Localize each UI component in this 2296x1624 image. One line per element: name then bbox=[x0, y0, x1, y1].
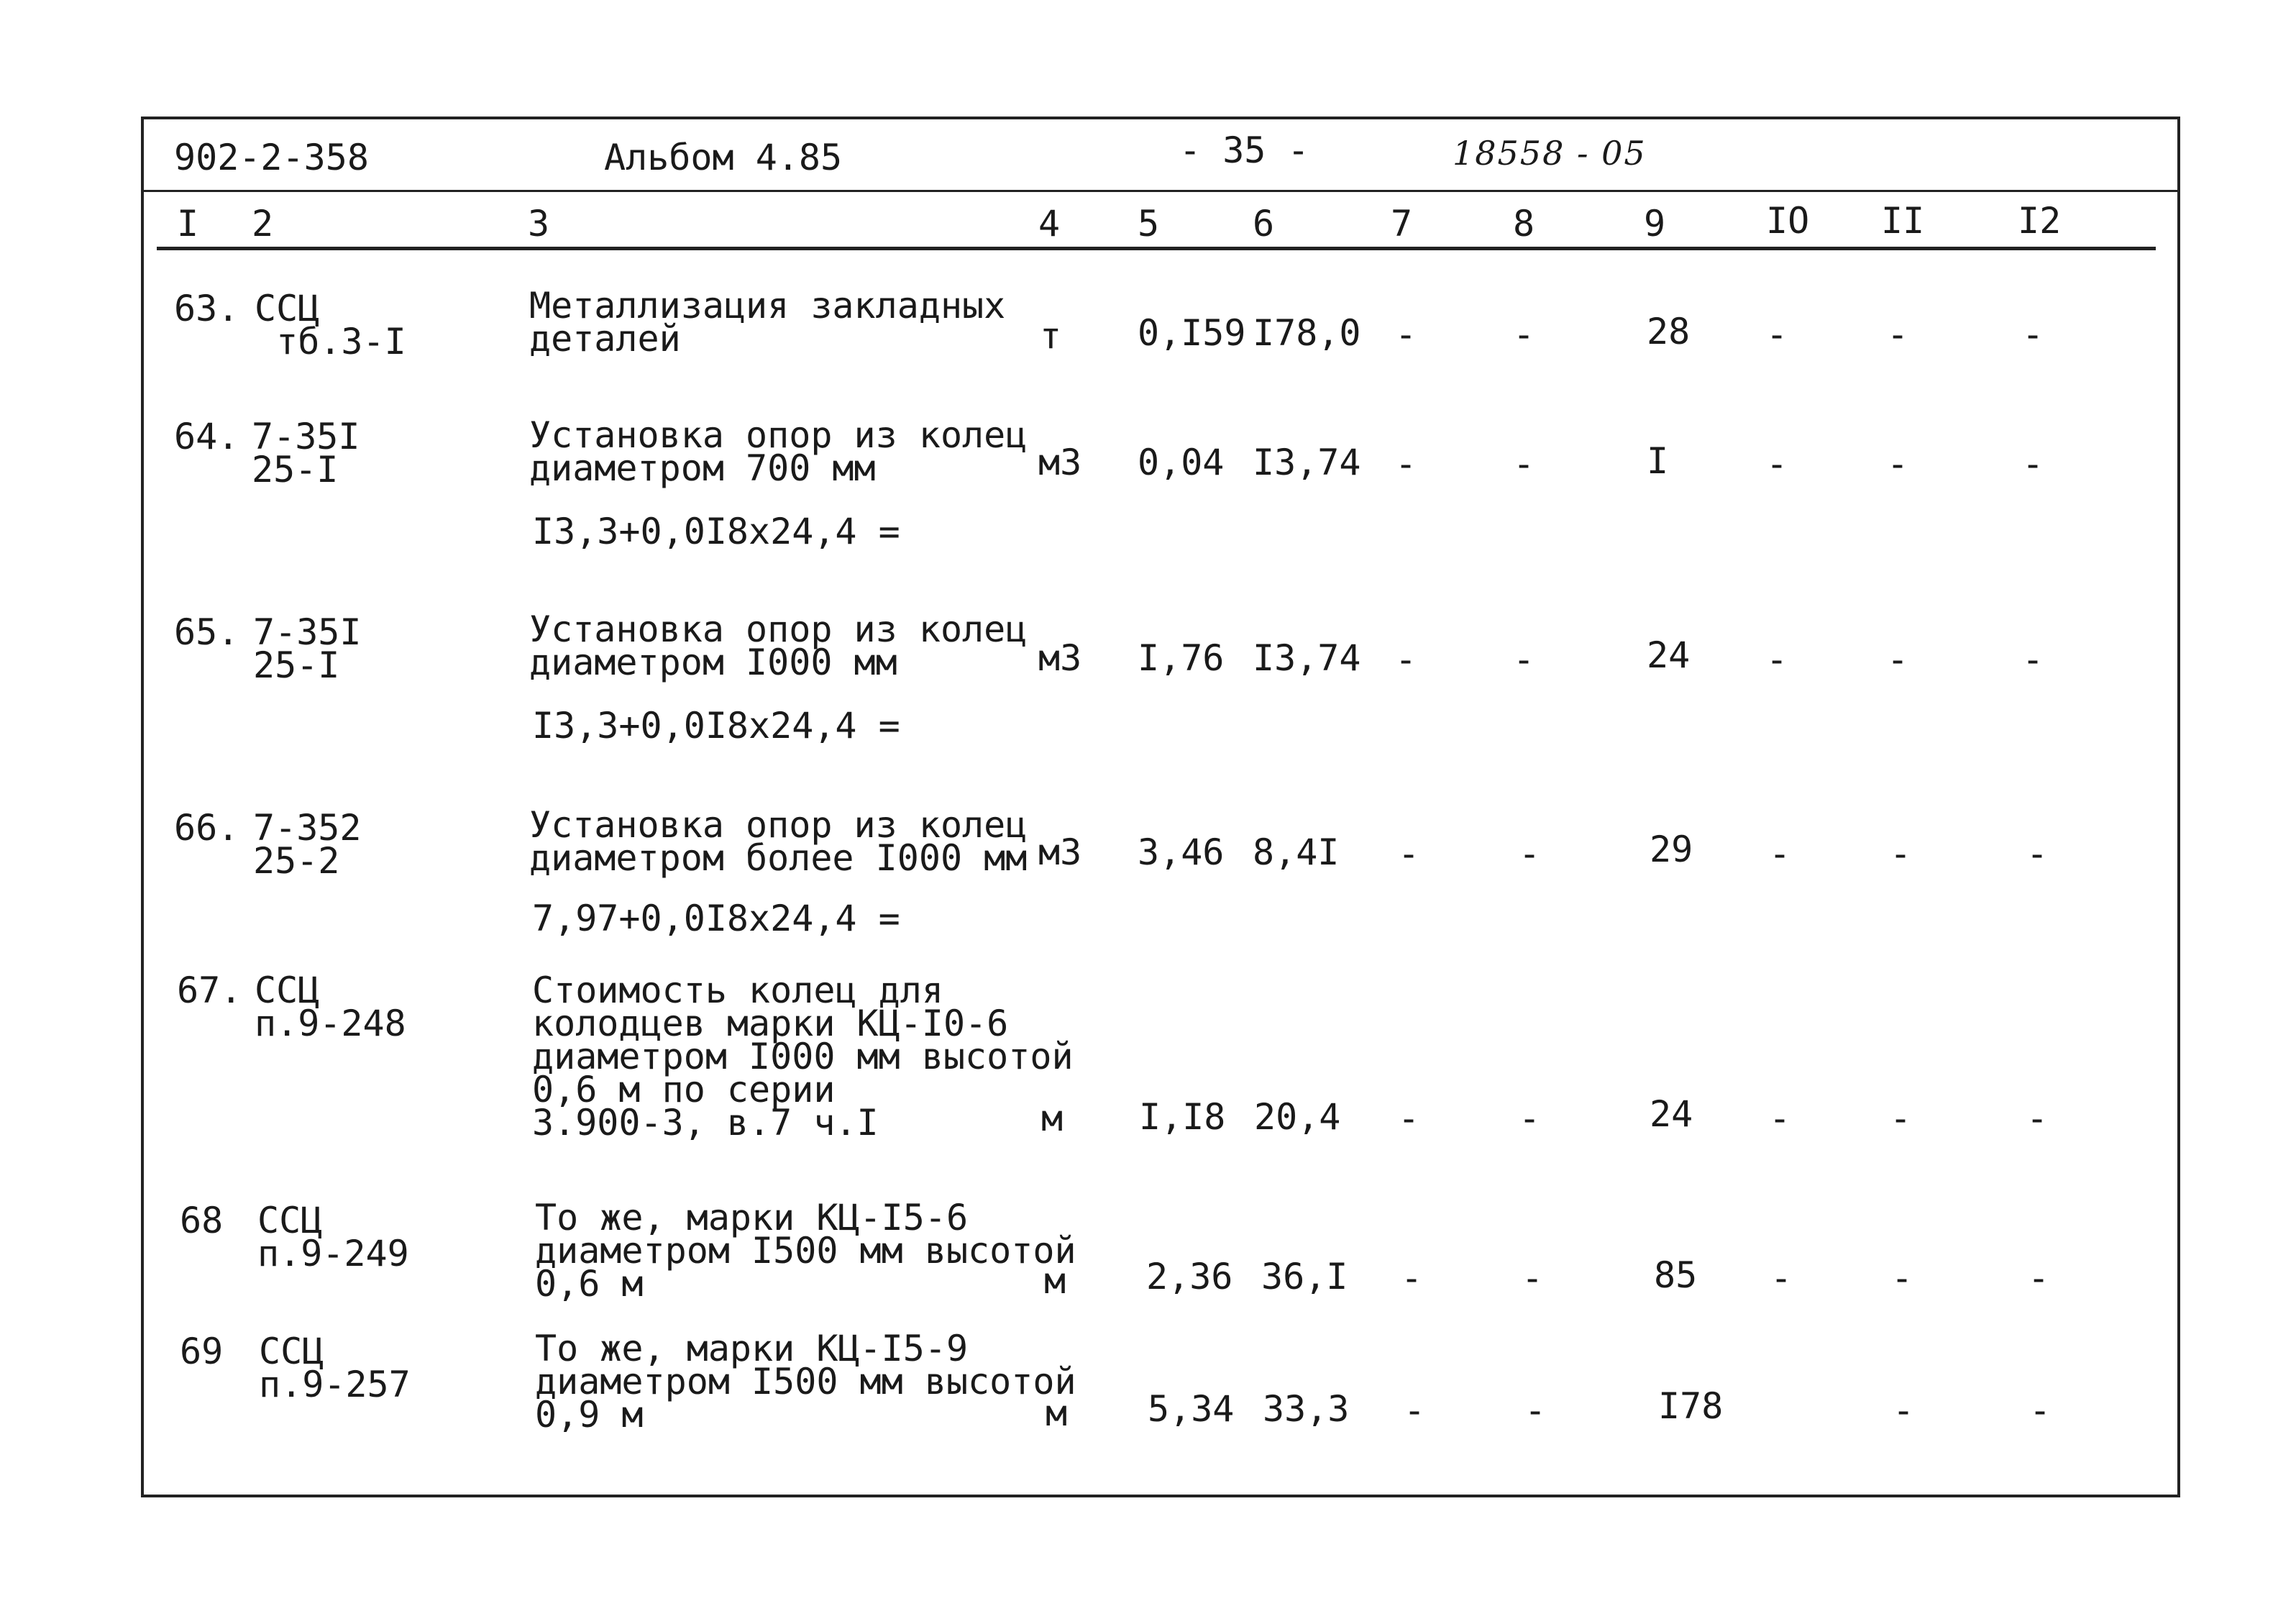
col-header-12: I2 bbox=[2018, 200, 2062, 242]
row-63-col5: 0,I59 bbox=[1138, 312, 1246, 354]
frame-top bbox=[141, 117, 2180, 119]
row-63-col6: I78,0 bbox=[1253, 312, 1361, 354]
col-header-7: 7 bbox=[1391, 203, 1413, 245]
row-67-col12: - bbox=[2026, 1098, 2049, 1139]
row-67-col7: - bbox=[1398, 1098, 1420, 1139]
row-68-col6: 36,I bbox=[1261, 1256, 1348, 1297]
row-68-col9: 85 bbox=[1654, 1254, 1698, 1296]
row-65-col5: I,76 bbox=[1138, 637, 1225, 679]
row-67-col9: 24 bbox=[1650, 1093, 1693, 1135]
row-64-formula: I3,3+0,0I8x24,4 = bbox=[532, 511, 900, 552]
row-65-col7: - bbox=[1395, 639, 1417, 680]
row-67-unit: м bbox=[1041, 1098, 1064, 1139]
row-64-number: 64. bbox=[174, 416, 239, 457]
row-64-code: 7-35I 25-I bbox=[252, 416, 360, 491]
row-69-number: 69 bbox=[180, 1331, 224, 1372]
row-67-col8: - bbox=[1519, 1098, 1541, 1139]
row-66-description: Установка опор из колец диаметром более I000 мм bbox=[529, 804, 1028, 879]
col-header-8: 8 bbox=[1513, 203, 1535, 245]
row-67-col10: - bbox=[1769, 1098, 1791, 1139]
row-68-col10: - bbox=[1770, 1257, 1793, 1299]
row-68-number: 68 bbox=[180, 1200, 224, 1241]
row-67-description: Стоимость колец для колодцев марки КЦ-I0-6 диаметром I000 мм высотой 0,6 м по серии 3.900-3, в.7 ч.I bbox=[532, 970, 1074, 1144]
row-64-col5: 0,04 bbox=[1138, 442, 1225, 483]
row-63-unit: т bbox=[1040, 315, 1062, 357]
row-65-col6: I3,74 bbox=[1253, 637, 1361, 679]
col-header-4: 4 bbox=[1038, 203, 1061, 245]
row-66-code: 7-352 25-2 bbox=[253, 807, 362, 882]
col-header-10: IO bbox=[1766, 200, 1810, 242]
row-65-formula: I3,3+0,0I8x24,4 = bbox=[532, 705, 900, 747]
row-69-code: ССЦ п.9-257 bbox=[259, 1331, 411, 1405]
row-66-col7: - bbox=[1398, 833, 1420, 875]
frame-right bbox=[2177, 117, 2180, 1497]
row-64-col10: - bbox=[1766, 443, 1788, 485]
row-69-col12: - bbox=[2029, 1390, 2052, 1431]
row-66-number: 66. bbox=[174, 807, 239, 849]
header-divider bbox=[141, 190, 2180, 192]
col-header-6: 6 bbox=[1253, 203, 1275, 245]
row-63-col12: - bbox=[2022, 314, 2044, 355]
col-header-9: 9 bbox=[1644, 203, 1666, 245]
row-68-col7: - bbox=[1401, 1257, 1423, 1299]
row-66-col9: 29 bbox=[1650, 829, 1693, 870]
row-66-formula: 7,97+0,0I8x24,4 = bbox=[532, 898, 900, 939]
row-69-description: То же, марки КЦ-I5-9 диаметром I500 мм высотой 0,9 м bbox=[535, 1328, 1076, 1436]
row-68-col11: - bbox=[1891, 1257, 1913, 1299]
row-63-col10: - bbox=[1766, 314, 1788, 355]
row-64-unit: м3 bbox=[1038, 442, 1082, 483]
row-63-col9: 28 bbox=[1647, 311, 1691, 352]
row-66-unit: м3 bbox=[1038, 831, 1082, 873]
row-66-col6: 8,4I bbox=[1253, 831, 1340, 873]
row-69-col8: - bbox=[1524, 1390, 1547, 1431]
doc-code: 902-2-358 bbox=[174, 137, 369, 178]
frame-left bbox=[141, 117, 144, 1497]
column-header-divider bbox=[157, 247, 2156, 250]
row-64-description: Установка опор из колец диаметром 700 мм bbox=[529, 414, 1028, 489]
col-header-3: 3 bbox=[528, 203, 550, 245]
row-65-code: 7-35I 25-I bbox=[253, 611, 362, 686]
row-64-col7: - bbox=[1395, 443, 1417, 485]
row-67-col11: - bbox=[1890, 1098, 1912, 1139]
row-65-col11: - bbox=[1887, 639, 1909, 680]
row-69-col5: 5,34 bbox=[1148, 1388, 1235, 1430]
row-66-col11: - bbox=[1890, 833, 1912, 875]
row-66-col10: - bbox=[1769, 833, 1791, 875]
row-64-col9: I bbox=[1647, 440, 1669, 482]
row-64-col8: - bbox=[1513, 443, 1535, 485]
row-63-number: 63. bbox=[174, 288, 239, 329]
row-66-col5: 3,46 bbox=[1138, 831, 1225, 873]
col-header-5: 5 bbox=[1138, 203, 1160, 245]
row-69-col6: 33,3 bbox=[1263, 1388, 1350, 1430]
col-header-1: I bbox=[177, 203, 199, 245]
row-67-code: ССЦ п.9-248 bbox=[255, 970, 406, 1044]
row-69-col7: - bbox=[1404, 1390, 1426, 1431]
row-68-unit: м bbox=[1044, 1260, 1066, 1302]
row-65-col8: - bbox=[1513, 639, 1535, 680]
handwritten-number: 18558 - 05 bbox=[1453, 134, 1647, 173]
row-69-col11: - bbox=[1893, 1390, 1915, 1431]
row-64-col11: - bbox=[1887, 443, 1909, 485]
row-64-col6: I3,74 bbox=[1253, 442, 1361, 483]
row-63-col11: - bbox=[1887, 314, 1909, 355]
row-64-col12: - bbox=[2022, 443, 2044, 485]
row-65-description: Установка опор из колец диаметром I000 мм bbox=[529, 608, 1028, 683]
row-66-col8: - bbox=[1519, 833, 1541, 875]
col-header-11: II bbox=[1881, 200, 1925, 242]
row-67-number: 67. bbox=[177, 970, 242, 1011]
row-66-col12: - bbox=[2026, 833, 2049, 875]
row-63-col7: - bbox=[1395, 314, 1417, 355]
row-67-col6: 20,4 bbox=[1254, 1096, 1341, 1138]
row-68-col12: - bbox=[2028, 1257, 2050, 1299]
page-number: - 35 - bbox=[1179, 129, 1309, 171]
row-65-col12: - bbox=[2022, 639, 2044, 680]
row-63-col8: - bbox=[1513, 314, 1535, 355]
row-68-col5: 2,36 bbox=[1146, 1256, 1233, 1297]
col-header-2: 2 bbox=[252, 203, 274, 245]
row-68-col8: - bbox=[1522, 1257, 1544, 1299]
row-63-code: ССЦ тб.3-I bbox=[255, 288, 406, 362]
frame-bottom bbox=[141, 1495, 2180, 1497]
row-65-col9: 24 bbox=[1647, 634, 1691, 676]
row-68-description: То же, марки КЦ-I5-6 диаметром I500 мм высотой 0,6 м bbox=[535, 1197, 1076, 1305]
row-67-col5: I,I8 bbox=[1139, 1096, 1226, 1138]
row-65-col10: - bbox=[1766, 639, 1788, 680]
row-65-number: 65. bbox=[174, 611, 239, 653]
row-63-description: Металлизация закладных деталей bbox=[529, 285, 1006, 360]
row-69-col9: I78 bbox=[1658, 1385, 1724, 1427]
row-68-code: ССЦ п.9-249 bbox=[257, 1200, 409, 1274]
row-65-unit: м3 bbox=[1038, 637, 1082, 679]
album-label: Альбом 4.85 bbox=[604, 137, 843, 178]
row-69-unit: м bbox=[1046, 1392, 1068, 1434]
